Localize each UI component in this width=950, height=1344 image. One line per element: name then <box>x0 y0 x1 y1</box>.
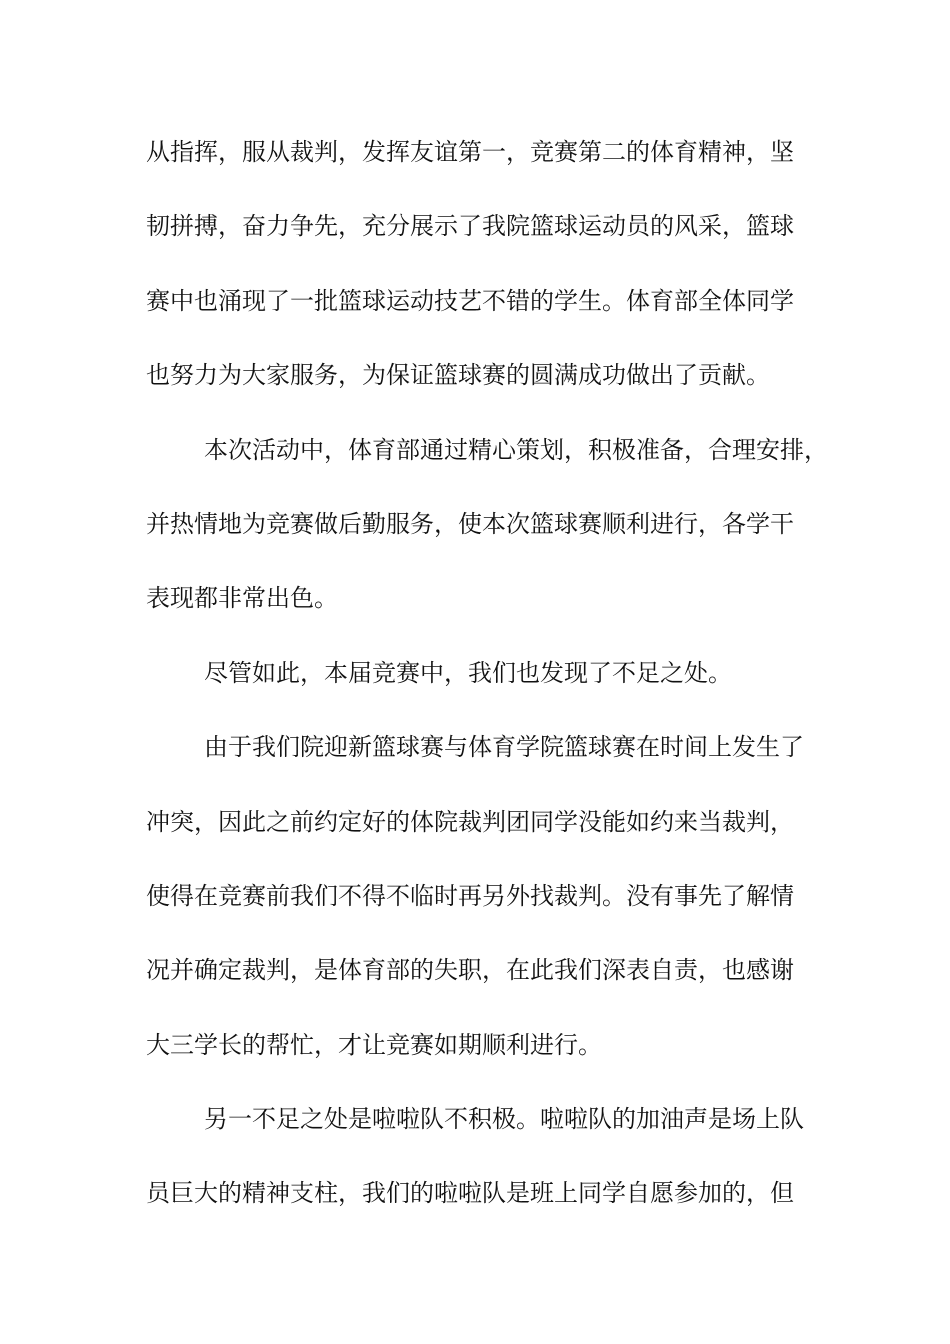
text-line: 尽管如此，本届竞赛中，我们也发现了不足之处。 <box>204 658 732 687</box>
text-line: 韧拼搏，奋力争先，充分展示了我院篮球运动员的风采，篮球 <box>146 212 794 241</box>
text-line: 并热情地为竞赛做后勤服务，使本次篮球赛顺利进行，各学干 <box>146 509 794 538</box>
text-line: 从指挥，服从裁判，发挥友谊第一，竞赛第二的体育精神，坚 <box>146 138 794 166</box>
text-line: 另一不足之处是啦啦队不积极。啦啦队的加油声是场上队 <box>204 1105 804 1134</box>
text-line: 表现都非常出色。 <box>146 584 338 613</box>
text-line: 员巨大的精神支柱，我们的啦啦队是班上同学自愿参加的，但 <box>146 1179 794 1208</box>
text-line: 大三学长的帮忙，才让竞赛如期顺利进行。 <box>146 1030 602 1059</box>
text-line: 况并确定裁判，是体育部的失职，在此我们深表自责，也感谢 <box>146 956 794 985</box>
text-line: 赛中也涌现了一批篮球运动技艺不错的学生。体育部全体同学 <box>146 286 794 315</box>
body-text <box>146 132 826 1248</box>
text-line: 冲突，因此之前约定好的体院裁判团同学没能如约来当裁判， <box>146 807 794 836</box>
text-line: 由于我们院迎新篮球赛与体育学院篮球赛在时间上发生了 <box>204 733 804 762</box>
text-line: 也努力为大家服务，为保证篮球赛的圆满成功做出了贡献。 <box>146 361 770 390</box>
text-line: 本次活动中，体育部通过精心策划，积极准备，合理安排， <box>204 435 828 464</box>
text-line: 使得在竞赛前我们不得不临时再另外找裁判。没有事先了解情 <box>146 881 794 910</box>
